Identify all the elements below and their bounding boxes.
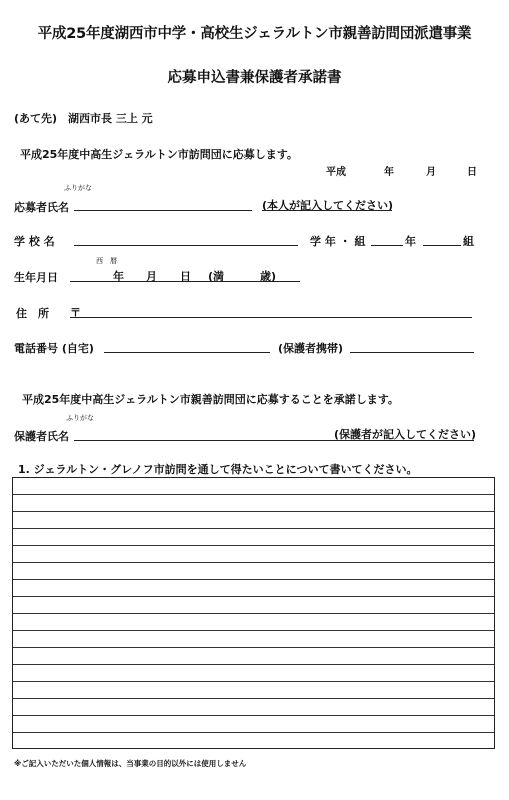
answer-line[interactable] bbox=[13, 681, 494, 682]
date-day-label: 日 bbox=[467, 167, 477, 178]
age-open-label: (満 bbox=[208, 270, 225, 283]
answer-line[interactable] bbox=[13, 647, 494, 648]
applicant-statement: 平成25年度中高生ジェラルトン市訪問団に応募します。 bbox=[20, 148, 298, 161]
postal-mark: 〒 bbox=[70, 306, 81, 319]
applicant-name-note: (本人が記入してください) bbox=[262, 199, 394, 212]
birth-year-label: 年 bbox=[113, 270, 124, 283]
applicant-name-field[interactable] bbox=[74, 210, 252, 211]
date-month-label: 月 bbox=[426, 167, 436, 178]
birthdate-label: 生年月日 bbox=[14, 271, 58, 284]
date-year-label: 年 bbox=[384, 167, 394, 178]
school-field[interactable] bbox=[74, 245, 298, 246]
class-unit: 組 bbox=[463, 235, 474, 248]
guardian-statement: 平成25年度中高生ジェラルトン市親善訪問団に応募することを承諾します。 bbox=[22, 393, 399, 406]
addressee-label: (あて先) bbox=[14, 112, 58, 125]
furigana-label: ふりがな bbox=[64, 184, 92, 192]
answer-box[interactable] bbox=[12, 477, 495, 749]
answer-line[interactable] bbox=[13, 715, 494, 716]
answer-line[interactable] bbox=[13, 596, 494, 597]
privacy-note: ※ご記入いただいた個人情報は、当事業の目的以外には使用しません bbox=[14, 759, 247, 768]
birth-day-label: 日 bbox=[180, 270, 191, 283]
phone-label: 電話番号 (自宅) bbox=[14, 342, 94, 355]
grade-field[interactable] bbox=[371, 245, 403, 246]
grade-unit: 年 bbox=[405, 235, 416, 248]
guardian-name-note: (保護者が記入してください) bbox=[334, 428, 477, 441]
address-label: 住 所 bbox=[16, 307, 49, 320]
applicant-name-note-underline bbox=[262, 210, 392, 211]
guardian-furigana-label: ふりがな bbox=[66, 414, 94, 422]
mobile-phone-field[interactable] bbox=[350, 352, 474, 353]
grade-class-label: 学 年 ・ 組 bbox=[310, 235, 366, 248]
answer-line[interactable] bbox=[13, 579, 494, 580]
form-title: 平成25年度湖西市中学・高校生ジェラルトン市親善訪問団派遣事業 bbox=[37, 26, 472, 42]
birth-month-label: 月 bbox=[146, 270, 157, 283]
age-close-label: 歳) bbox=[260, 270, 277, 283]
school-label: 学 校 名 bbox=[14, 235, 55, 248]
answer-line[interactable] bbox=[13, 528, 494, 529]
date-era: 平成 bbox=[326, 167, 346, 178]
answer-line[interactable] bbox=[13, 545, 494, 546]
addressee-name: 湖西市長 三上 元 bbox=[68, 112, 153, 125]
answer-line[interactable] bbox=[13, 664, 494, 665]
answer-line[interactable] bbox=[13, 562, 494, 563]
answer-line[interactable] bbox=[13, 630, 494, 631]
class-field[interactable] bbox=[423, 245, 461, 246]
answer-line[interactable] bbox=[13, 613, 494, 614]
seireki-label: 西 暦 bbox=[96, 257, 117, 265]
form-subtitle: 応募申込書兼保護者承諾書 bbox=[167, 70, 342, 86]
mobile-label: (保護者携帯) bbox=[278, 342, 344, 355]
question-text: 1. ジェラルトン・グレノフ市訪問を通して得たいことについて書いてください。 bbox=[18, 463, 418, 476]
home-phone-field[interactable] bbox=[104, 352, 270, 353]
applicant-name-label: 応募者氏名 bbox=[14, 201, 69, 214]
address-field[interactable] bbox=[70, 317, 472, 318]
guardian-name-label: 保護者氏名 bbox=[14, 430, 69, 443]
answer-line[interactable] bbox=[13, 494, 494, 495]
answer-line[interactable] bbox=[13, 698, 494, 699]
answer-line[interactable] bbox=[13, 732, 494, 733]
answer-line[interactable] bbox=[13, 511, 494, 512]
